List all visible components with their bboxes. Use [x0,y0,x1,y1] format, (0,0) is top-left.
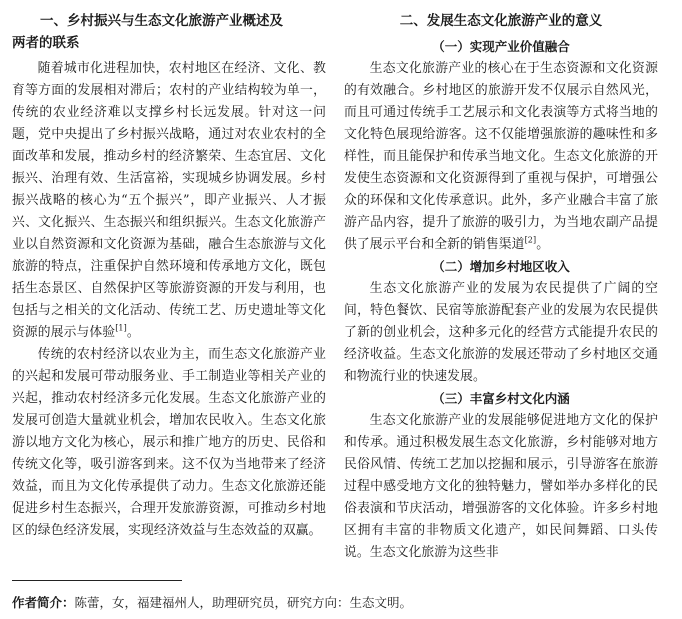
sub-heading-2: （二）增加乡村地区收入 [432,259,570,274]
author-text: 陈蕾，女，福建福州人，助理研究员，研究方向：生态文明。 [74,595,413,610]
left-paragraph-1-end: 。 [126,325,140,340]
right-paragraph-3: 生态文化旅游产业的发展能够促进地方文化的保护和传承。通过积极发展生态文化旅游，乡村能够对地方民俗风情、传统工艺加以挖掘和展示，引导游客在旅游过程中感受地方文化的独特魅力，譬如举办多样化的民俗表演和节庆活动，增强游客的文化体验。许多乡村地区拥有丰富的非物质文化遗产，如民间舞蹈、口头传说。生态文化旅游为这些非 [344,413,658,560]
author-note [12,594,412,612]
right-column [344,10,658,564]
footnote-divider [12,580,182,581]
left-paragraph-2: 传统的农村经济以农业为主，而生态文化旅游产业的兴起和发展可带动服务业、手工制造业等相关产业的兴起，推动农村经济多元化发展。生态文化旅游产业的发展可创造大量就业机会，增加农民收入。生态文化旅游以地方文化为核心，展示和推广地方的历史、民俗和传统文化等，吸引游客到来。这不仅为当地带来了经济效益，而且为文化传承提供了动力。生态文化旅游还能促进乡村生态振兴，合理开发旅游资源，可推动乡村地区的绿色经济发展，实现经济效益与生态效益的双赢。 [12,347,326,538]
section-heading-2: 二、发展生态文化旅游产业的意义 [399,13,603,29]
author-label: 作者简介： [12,595,75,610]
section-heading-1 [12,10,326,54]
left-paragraph-1-text: 随着城市化进程加快，农村地区在经济、文化、教育等方面的发展相对滞后；农村的产业结构较为单一，传统的农业经济难以支撑乡村长远发展。针对这一问题，党中央提出了乡村振兴战略，通过对农业农村的全面改革和发展，推动乡村的经济繁荣、生态宜居、文化振兴、治理有效、生活富裕，实现城乡协调发展。乡村振兴战略的核心为“五个振兴”，即产业振兴、人才振兴、文化振兴、生态振兴和组织振兴。生态文化旅游产业以自然资源和文化资源为基础，融合生态旅游与文化旅游的特点，注重保护自然环境和传承地方文化，既包括生态景区、自然保护区等旅游资源的开发与利用，也包括与之相关的文化活动、传统工艺、历史遗址等文化资源的展示与体验 [12,61,326,340]
right-paragraph-1-text: 生态文化旅游产业的核心在于生态资源和文化资源的有效融合。乡村地区的旅游开发不仅展示自然风光，而且可通过传统手工艺展示和文化表演等方式将当地的文化特色展现给游客。这不仅能增强旅游的趣味性和多样性，而且能保护和传承当地文化。生态文化旅游的开发使生态资源和文化资源得到了重视与保护，可增强公众的环保和文化传承意识。此外，多产业融合丰富了旅游产品内容，提升了旅游的吸引力，为当地农副产品提供了展示平台和全新的销售渠道 [344,61,658,252]
right-paragraph-1 [344,58,658,256]
left-paragraph-1 [12,58,326,344]
citation-2: [2] [524,235,537,245]
section-heading-1-line1: 一、乡村振兴与生态文化旅游产业概述及 [40,13,283,29]
right-paragraph-1-end: 。 [536,237,550,252]
left-column [12,10,326,542]
section-heading-1-line2: 两者的联系 [12,35,80,51]
sub-heading-3: （三）丰富乡村文化内涵 [432,391,570,406]
sub-heading-1: （一）实现产业价值融合 [432,39,570,54]
right-paragraph-2: 生态文化旅游产业的发展为农民提供了广阔的空间，特色餐饮、民宿等旅游配套产业的发展为农民提供了新的创业机会，这种多元化的经营方式能提升农民的经济收益。生态文化旅游的发展还带动了乡村地区交通和物流行业的快速发展。 [344,281,658,384]
citation-1: [1] [115,323,127,333]
